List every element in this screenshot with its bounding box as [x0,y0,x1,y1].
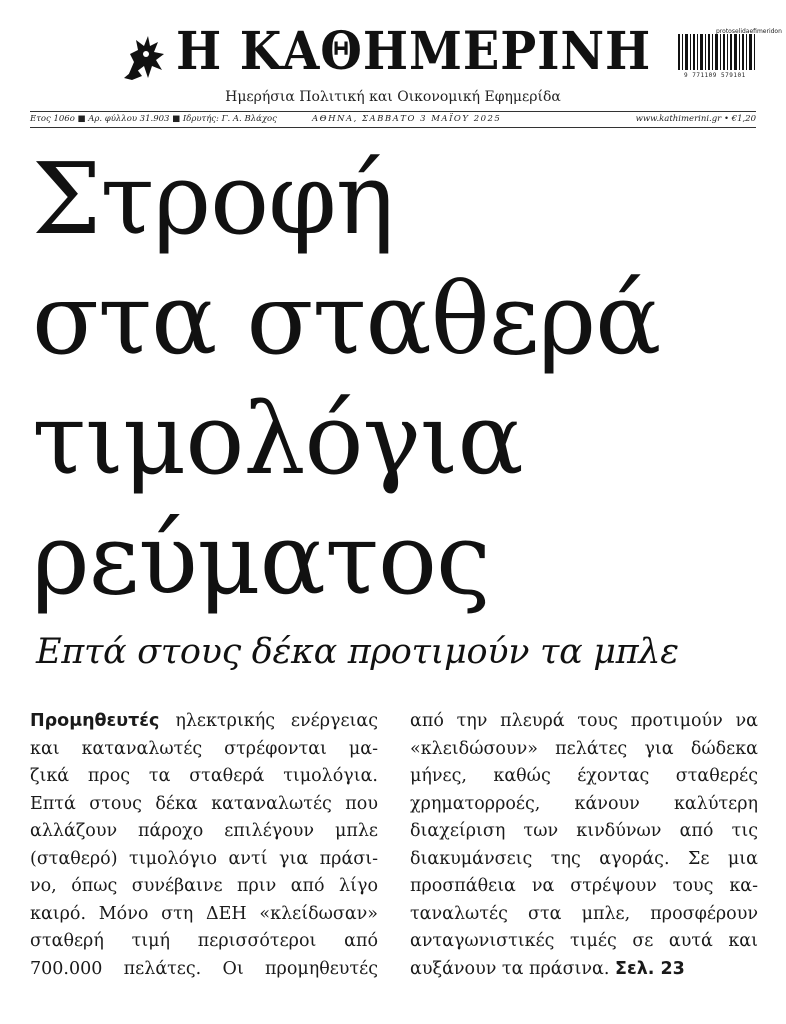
article-line: Επτά στους δέκα καταναλωτές που [30,793,378,814]
article-column-right [410,708,758,983]
article-text: ηλεκτρικής ενέργειας [175,711,378,731]
page-reference-link[interactable]: Σελ. 23 [615,958,685,979]
divider [30,127,756,128]
article-text: αυξάνουν τα πράσινα. [410,958,610,979]
tagline: Ημερήσια Πολιτική και Οικονομική Εφημερίδα [225,89,561,105]
barcode-number: 9 771109 579101 [684,72,746,79]
article-line [30,708,378,736]
griffin-emblem-icon [122,32,172,82]
headline-line: στα σταθερά [32,263,661,377]
article-line: από την πλευρά τους προτιμούν να [410,711,758,731]
article-line: «κλειδώσουν» πελάτες για δώδεκα [410,738,758,759]
article-line: 700.000 πελάτες. Οι προμηθευτές [30,958,378,979]
article-line: σταθερή τιμή περισσότεροι από [30,931,378,951]
issue-info: Ετος 106ο ■ Αρ. φύλλου 31.903 ■ Ιδρυτής: Γ. Α. Βλάχος [30,114,277,124]
headline-line: τιμολόγια [32,383,523,497]
article-line: και καταναλωτές στρέφονται μα- [30,738,378,759]
article-body [30,708,758,1008]
article-line: (σταθερό) τιμολόγιο αντί για πράσι- [30,848,378,869]
article-line: διαχείριση των κινδύνων από τις [410,821,758,841]
article-line: μήνες, καθώς έχοντας σταθερές [410,766,758,786]
lead-word: Προμηθευτές [30,711,160,731]
subheadline: Επτά στους δέκα προτιμούν τα μπλε [36,632,679,672]
article-column-left [30,708,378,983]
article-line: αλλάζουν πάροχο επιλέγουν μπλε [30,821,378,841]
headline [32,140,752,620]
article-line: ταναλωτές στα μπλε, προσφέρουν [410,903,758,924]
barcode-label: protoselidaefimeridon [716,28,782,35]
article-line: νο, όπως συνέβαινε πριν από λίγο [30,876,378,896]
article-line [410,956,758,984]
divider [30,111,756,112]
article-line: διακυμάνσεις της αγοράς. Σε μια [410,848,758,869]
article-line: ανταγωνιστικές τιμές σε αυτά και [410,931,758,951]
masthead [0,0,786,115]
newspaper-title: Η ΚΑΘΗΜΕΡΙΝΗ [176,21,652,82]
issue-info-bar [30,113,756,126]
website-price: www.kathimerini.gr • €1,20 [635,114,756,124]
article-line: ζικά προς τα σταθερά τιμολόγια. [30,766,378,786]
place-date: ΑΘΗΝΑ, ΣΑΒΒΑΤΟ 3 ΜΑΪΟΥ 2025 [312,114,502,124]
article-line: χρηματορροές, κάνουν καλύτερη [410,793,758,814]
article-line: καιρό. Μόνο στη ΔΕΗ «κλείδωσαν» [30,903,378,924]
article-line: προσπάθεια να στρέψουν τους κα- [410,876,758,896]
headline-line: Στροφή [32,143,394,257]
headline-line: ρεύματος [32,503,490,617]
